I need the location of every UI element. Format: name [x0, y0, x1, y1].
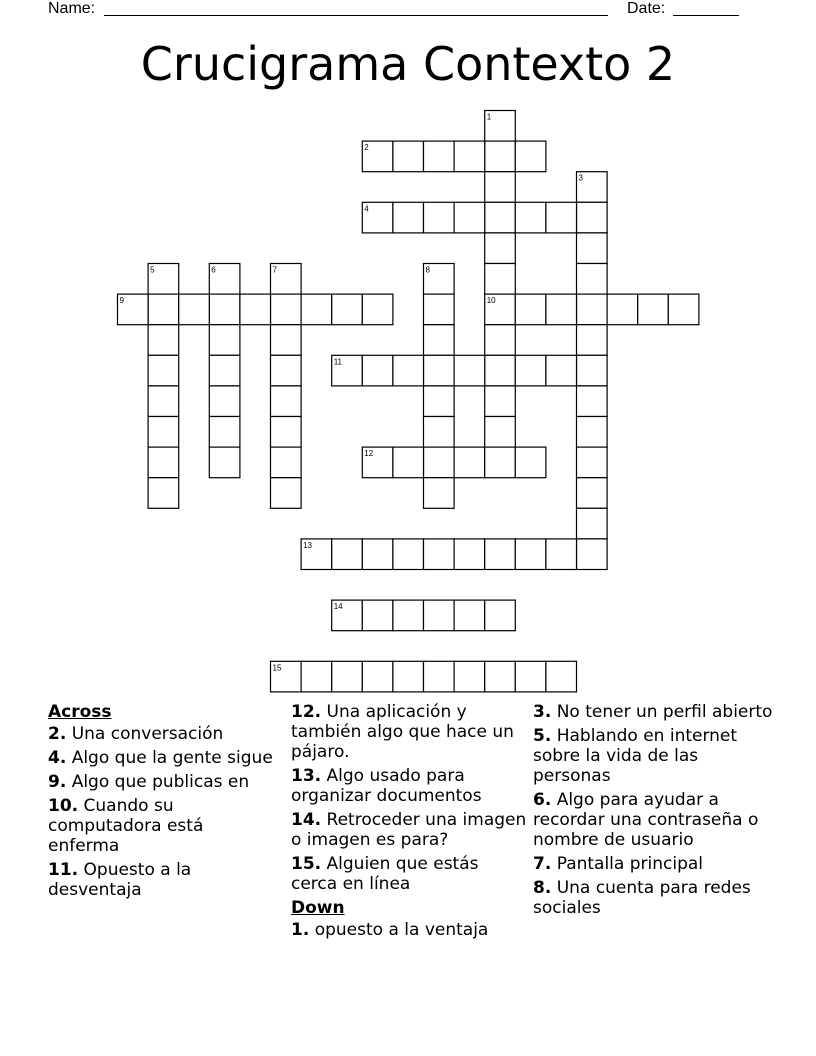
grid-cell[interactable]	[393, 355, 424, 386]
grid-cell[interactable]	[485, 325, 516, 356]
clue-text: Cuando su computadora está enferma	[48, 796, 204, 856]
grid-cell[interactable]	[577, 417, 608, 448]
clue-column-3	[533, 702, 773, 922]
cell-number: 15	[272, 663, 282, 673]
grid-cell[interactable]	[515, 539, 546, 570]
grid-cell[interactable]	[424, 417, 455, 448]
name-label: Name:	[48, 0, 96, 17]
grid-cell[interactable]	[577, 264, 608, 295]
grid-cell[interactable]	[393, 202, 424, 233]
grid-cell[interactable]	[485, 600, 516, 631]
grid-cell[interactable]	[424, 141, 455, 172]
grid-cell[interactable]	[424, 447, 455, 478]
cell-number: 6	[211, 265, 216, 275]
clue-item	[533, 790, 773, 850]
grid-cell[interactable]	[362, 294, 393, 325]
grid-cell[interactable]	[393, 141, 424, 172]
grid-cell[interactable]	[393, 539, 424, 570]
grid-cell[interactable]	[577, 508, 608, 539]
cell-number: 8	[425, 265, 430, 275]
clue-number: 6.	[533, 790, 552, 810]
clue-number: 8.	[533, 878, 552, 898]
page-title: Crucigrama Contexto 2	[140, 37, 676, 91]
grid-cell[interactable]	[485, 417, 516, 448]
grid-cell[interactable]	[577, 355, 608, 386]
grid-cell[interactable]	[209, 325, 240, 356]
clue-number: 12.	[291, 702, 322, 722]
grid-cell[interactable]	[271, 417, 302, 448]
grid-cell[interactable]	[301, 294, 332, 325]
grid-cell[interactable]	[424, 661, 455, 692]
grid-cell[interactable]	[485, 202, 516, 233]
grid-cell[interactable]	[577, 386, 608, 417]
clue-text: Pantalla principal	[551, 854, 704, 874]
cell-number: 3	[578, 173, 583, 183]
cell-number: 7	[272, 265, 277, 275]
grid-cell[interactable]	[577, 325, 608, 356]
cell-number: 10	[486, 296, 496, 306]
grid-cell[interactable]	[424, 600, 455, 631]
grid-cell[interactable]	[148, 325, 179, 356]
clue-item	[533, 854, 773, 874]
clue-text: Opuesto a la desventaja	[48, 860, 192, 900]
grid-cell[interactable]	[577, 539, 608, 570]
grid-cell[interactable]	[148, 386, 179, 417]
grid-cell[interactable]	[485, 172, 516, 203]
grid-cell[interactable]	[332, 661, 363, 692]
grid-cell[interactable]	[148, 294, 179, 325]
grid-cell[interactable]	[577, 294, 608, 325]
grid-cell[interactable]	[362, 600, 393, 631]
clue-text: Alguien que estás cerca en línea	[291, 854, 479, 894]
clue-number: 9.	[48, 772, 67, 792]
grid-cell[interactable]	[515, 202, 546, 233]
grid-cell[interactable]	[148, 355, 179, 386]
grid-cell[interactable]	[485, 233, 516, 264]
grid-cell[interactable]	[454, 141, 485, 172]
clue-text: Una conversación	[66, 724, 224, 744]
clue-text: Algo que la gente sigue	[66, 748, 273, 768]
cell-number: 11	[333, 357, 343, 367]
grid-cell[interactable]	[332, 539, 363, 570]
grid-cell[interactable]	[454, 600, 485, 631]
grid-cell[interactable]	[515, 141, 546, 172]
grid-cell[interactable]	[271, 386, 302, 417]
grid-cell[interactable]	[393, 447, 424, 478]
cell-number: 4	[364, 204, 369, 214]
grid-cell[interactable]	[271, 447, 302, 478]
grid-cell[interactable]	[454, 447, 485, 478]
cell-number: 14	[333, 602, 343, 612]
grid-cell[interactable]	[393, 661, 424, 692]
clue-number: 3.	[533, 702, 552, 722]
grid-cell[interactable]	[485, 386, 516, 417]
grid-cell[interactable]	[209, 417, 240, 448]
clue-text: No tener un perfil abierto	[551, 702, 773, 722]
grid-cell[interactable]	[362, 539, 393, 570]
grid-cell[interactable]	[362, 661, 393, 692]
grid-cell[interactable]	[485, 661, 516, 692]
grid-cell[interactable]	[607, 294, 638, 325]
grid-cell[interactable]	[424, 294, 455, 325]
clue-number: 11.	[48, 860, 79, 880]
grid-cell[interactable]	[454, 202, 485, 233]
grid-cell[interactable]	[301, 661, 332, 692]
grid-cell[interactable]	[485, 355, 516, 386]
clue-number: 2.	[48, 724, 67, 744]
grid-cell[interactable]	[271, 294, 302, 325]
grid-cell[interactable]	[209, 386, 240, 417]
grid-cell[interactable]	[485, 141, 516, 172]
clue-item	[291, 702, 527, 762]
clue-text: Una cuenta para redes sociales	[533, 878, 751, 918]
cell-number: 2	[364, 143, 369, 153]
grid-cell[interactable]	[485, 264, 516, 295]
clue-text: Algo que publicas en	[66, 772, 250, 792]
clue-number: 5.	[533, 726, 552, 746]
down-heading: Down	[291, 898, 345, 918]
clue-item	[48, 796, 278, 856]
clue-number: 10.	[48, 796, 79, 816]
grid-cell[interactable]	[546, 355, 577, 386]
cell-number: 9	[119, 296, 124, 306]
grid-cell[interactable]	[424, 386, 455, 417]
grid-cell[interactable]	[485, 447, 516, 478]
grid-cell[interactable]	[271, 325, 302, 356]
clue-number: 4.	[48, 748, 67, 768]
clue-text: Algo para ayudar a recordar una contraseña o nombre de usuario	[533, 790, 759, 850]
grid-cell[interactable]	[209, 447, 240, 478]
cell-number: 1	[486, 112, 492, 122]
grid-cell[interactable]	[454, 539, 485, 570]
grid-cell[interactable]	[424, 355, 455, 386]
grid-cell[interactable]	[515, 661, 546, 692]
grid-cell[interactable]	[148, 417, 179, 448]
grid-cell[interactable]	[454, 661, 485, 692]
clue-number: 7.	[533, 854, 552, 874]
clue-item	[48, 724, 278, 744]
grid-cell[interactable]	[577, 478, 608, 509]
clue-number: 15.	[291, 854, 322, 874]
clue-item	[291, 810, 527, 850]
grid-cell[interactable]	[668, 294, 699, 325]
grid-cell[interactable]	[454, 355, 485, 386]
clue-text: Algo usado para organizar documentos	[291, 766, 482, 806]
clue-item	[291, 854, 527, 894]
grid-cell[interactable]	[424, 202, 455, 233]
clue-text: Retroceder una imagen o imagen es para?	[291, 810, 527, 850]
grid-cell[interactable]	[515, 447, 546, 478]
grid-cell[interactable]	[179, 294, 210, 325]
grid-cell[interactable]	[577, 233, 608, 264]
grid-cell[interactable]	[515, 294, 546, 325]
grid-cell[interactable]	[332, 294, 363, 325]
grid-cell[interactable]	[240, 294, 271, 325]
grid-cell[interactable]	[148, 478, 179, 509]
clue-item	[533, 702, 773, 722]
clue-item	[48, 860, 278, 900]
grid-cell[interactable]	[424, 325, 455, 356]
grid-cell[interactable]	[485, 539, 516, 570]
clue-text: Una aplicación y también algo que hace un pájaro.	[291, 702, 514, 762]
clue-number: 1.	[291, 920, 310, 940]
clue-item	[291, 766, 527, 806]
clue-item	[48, 748, 278, 768]
grid-cell[interactable]	[209, 355, 240, 386]
grid-cell[interactable]	[577, 202, 608, 233]
grid-cell[interactable]	[638, 294, 669, 325]
clue-item	[533, 726, 773, 786]
clue-item	[291, 920, 527, 940]
clue-column-1	[48, 702, 278, 904]
grid-cell[interactable]	[148, 447, 179, 478]
grid-cell[interactable]	[546, 539, 577, 570]
clue-number: 13.	[291, 766, 322, 786]
date-label: Date:	[627, 0, 666, 17]
grid-cell[interactable]	[546, 294, 577, 325]
grid-cell[interactable]	[393, 600, 424, 631]
cell-number: 12	[364, 449, 374, 459]
grid-cell[interactable]	[577, 447, 608, 478]
clue-item	[533, 878, 773, 918]
clue-number: 14.	[291, 810, 322, 830]
across-heading: Across	[48, 702, 112, 722]
grid-cell[interactable]	[271, 355, 302, 386]
grid-cell[interactable]	[546, 661, 577, 692]
clue-column-2	[291, 702, 527, 944]
grid-cell[interactable]	[362, 355, 393, 386]
clue-text: opuesto a la ventaja	[309, 920, 489, 940]
grid-cell[interactable]	[271, 478, 302, 509]
cell-number: 5	[150, 265, 155, 275]
grid-cell[interactable]	[209, 294, 240, 325]
grid-cell[interactable]	[424, 478, 455, 509]
clue-item	[48, 772, 278, 792]
grid-cell[interactable]	[424, 539, 455, 570]
grid-cell[interactable]	[515, 355, 546, 386]
clue-text: Hablando en internet sobre la vida de las personas	[533, 726, 738, 786]
cell-number: 13	[303, 540, 313, 550]
grid-cell[interactable]	[546, 202, 577, 233]
